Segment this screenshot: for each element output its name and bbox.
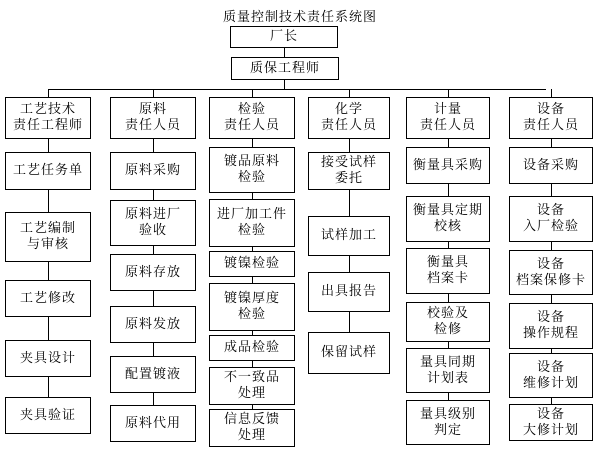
column-head-0: 工艺技术 责任工程师 bbox=[5, 97, 91, 139]
connector-bus-col-3 bbox=[349, 89, 350, 97]
connector-director-qa bbox=[284, 48, 285, 57]
col-5-item-4: 设备 维修计划 bbox=[509, 353, 593, 398]
qa-engineer-box: 质保工程师 bbox=[231, 57, 339, 80]
col-1-item-4: 配置镀液 bbox=[110, 356, 196, 393]
col-3-item-3: 保留试样 bbox=[308, 332, 390, 374]
connector-col-5-item-1 bbox=[551, 184, 552, 196]
connector-col-1-item-3 bbox=[153, 291, 154, 306]
connector-col-1-item-4 bbox=[153, 343, 154, 356]
column-head-4: 计量 责任人员 bbox=[406, 97, 490, 139]
col-2-item-4: 成品检验 bbox=[209, 335, 295, 361]
column-head-2: 检验 责任人员 bbox=[209, 97, 295, 139]
col-2-item-2: 镀镍检验 bbox=[209, 251, 295, 277]
col-5-item-5: 设备 大修计划 bbox=[509, 404, 593, 441]
col-5-item-0: 设备采购 bbox=[509, 147, 593, 184]
connector-col-3-item-0 bbox=[349, 139, 350, 152]
connector-bus-col-5 bbox=[551, 89, 552, 97]
col-2-item-6: 信息反馈 处理 bbox=[209, 409, 295, 447]
connector-col-0-item-2 bbox=[48, 262, 49, 280]
connector-col-3-item-1 bbox=[349, 190, 350, 216]
connector-col-0-item-1 bbox=[48, 190, 49, 212]
col-4-item-1: 衡量具定期 校核 bbox=[406, 196, 490, 242]
connector-bus-col-0 bbox=[48, 89, 49, 97]
col-4-item-3: 校验及 检修 bbox=[406, 302, 490, 342]
column-head-1: 原料 责任人员 bbox=[110, 97, 196, 139]
connector-col-5-item-2 bbox=[551, 242, 552, 250]
col-1-item-0: 原料采购 bbox=[110, 152, 196, 190]
connector-bus-col-1 bbox=[153, 89, 154, 97]
col-2-item-3: 镀镍厚度 检验 bbox=[209, 283, 295, 331]
connector-col-0-item-4 bbox=[48, 377, 49, 397]
col-5-item-3: 设备 操作规程 bbox=[509, 303, 593, 349]
col-0-item-4: 夹具验证 bbox=[5, 397, 91, 434]
col-2-item-0: 镀品原料 检验 bbox=[209, 147, 295, 193]
column-head-3: 化学 责任人员 bbox=[308, 97, 390, 139]
director-box: 厂长 bbox=[230, 26, 338, 48]
col-0-item-0: 工艺任务单 bbox=[5, 152, 91, 190]
col-5-item-2: 设备 档案保修卡 bbox=[509, 250, 593, 295]
col-1-item-5: 原料代用 bbox=[110, 405, 196, 442]
connector-col-3-item-2 bbox=[349, 256, 350, 272]
connector-col-4-item-0 bbox=[448, 139, 449, 147]
col-0-item-1: 工艺编制 与审核 bbox=[5, 212, 91, 262]
connector-col-4-item-5 bbox=[448, 393, 449, 400]
col-3-item-0: 接受试样 委托 bbox=[308, 152, 390, 190]
column-head-5: 设备 责任人员 bbox=[509, 97, 593, 139]
connector-col-1-item-0 bbox=[153, 139, 154, 152]
connector-col-3-item-3 bbox=[349, 312, 350, 332]
connector-col-0-item-0 bbox=[48, 139, 49, 152]
col-1-item-3: 原料发放 bbox=[110, 306, 196, 343]
connector-col-1-item-1 bbox=[153, 190, 154, 200]
horizontal-bus bbox=[48, 89, 546, 90]
connector-bus-col-4 bbox=[448, 89, 449, 97]
connector-col-4-item-3 bbox=[448, 294, 449, 302]
connector-col-0-item-3 bbox=[48, 317, 49, 340]
col-0-item-2: 工艺修改 bbox=[5, 280, 91, 317]
connector-qa-bus bbox=[284, 80, 285, 89]
col-3-item-2: 出具报告 bbox=[308, 272, 390, 312]
col-0-item-3: 夹具设计 bbox=[5, 340, 91, 377]
col-4-item-0: 衡量具采购 bbox=[406, 147, 490, 184]
connector-col-1-item-2 bbox=[153, 246, 154, 254]
connector-col-4-item-1 bbox=[448, 184, 449, 196]
col-1-item-2: 原料存放 bbox=[110, 254, 196, 291]
connector-col-2-item-0 bbox=[252, 139, 253, 147]
col-4-item-4: 量具同期 计划表 bbox=[406, 348, 490, 393]
col-5-item-1: 设备 入厂检验 bbox=[509, 196, 593, 242]
col-3-item-1: 试样加工 bbox=[308, 216, 390, 256]
connector-col-1-item-5 bbox=[153, 393, 154, 405]
connector-bus-col-2 bbox=[252, 89, 253, 97]
col-4-item-5: 量具级别 判定 bbox=[406, 400, 490, 445]
col-2-item-5: 不一致品 处理 bbox=[209, 367, 295, 405]
connector-col-5-item-0 bbox=[551, 139, 552, 147]
col-1-item-1: 原料进厂 验收 bbox=[110, 200, 196, 246]
col-4-item-2: 衡量具 档案卡 bbox=[406, 248, 490, 294]
diagram-title: 质量控制技术责任系统图 bbox=[222, 10, 377, 25]
connector-col-5-item-3 bbox=[551, 295, 552, 303]
col-2-item-1: 进厂加工件 检验 bbox=[209, 199, 295, 247]
